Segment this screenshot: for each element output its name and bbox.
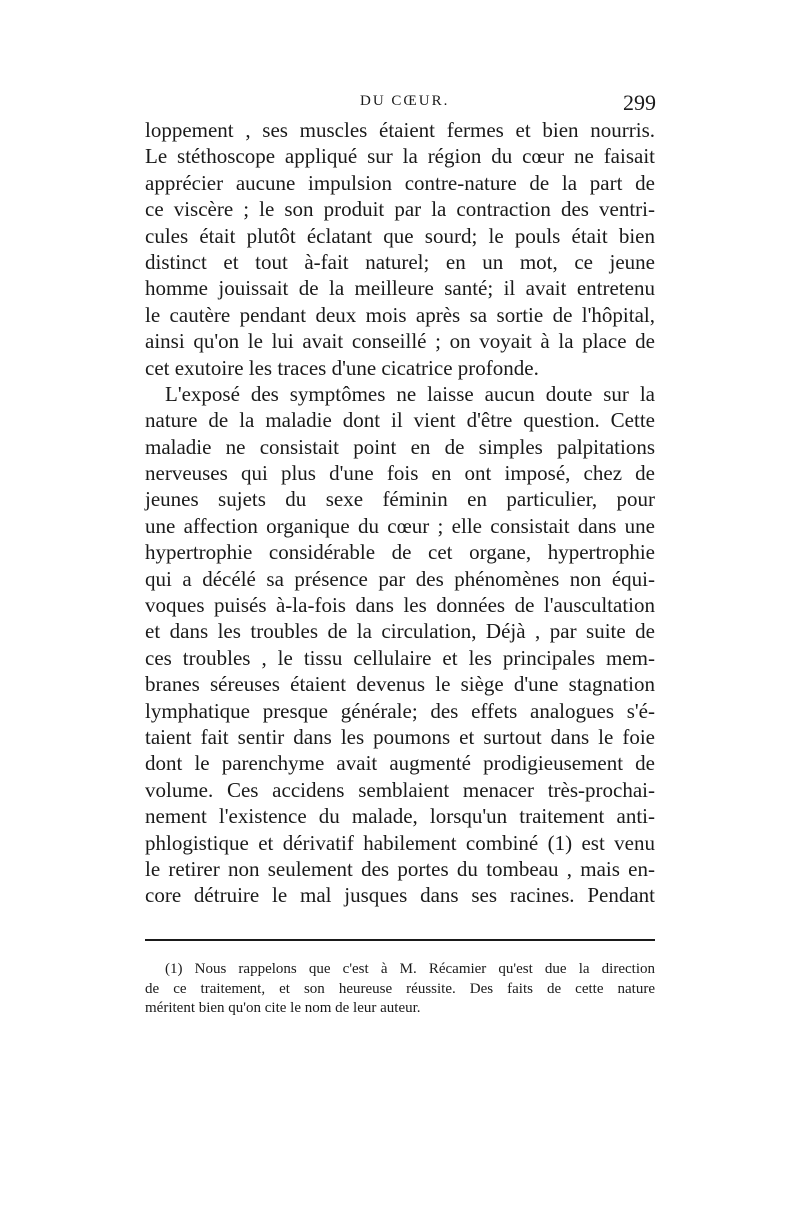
- main-text: [145, 117, 655, 909]
- text-line: voques puisés à-la-fois dans les données de l'auscultation: [145, 593, 655, 618]
- footnote-divider: [145, 939, 655, 941]
- text-line: nerveuses qui plus d'une fois en ont imposé, chez de: [145, 461, 655, 486]
- text-line: volume. Ces accidens semblaient menacer très-prochai-: [145, 777, 655, 802]
- text-line: taient fait sentir dans les poumons et surtout dans le foie: [145, 724, 655, 749]
- text-line: L'exposé des symptômes ne laisse aucun doute sur la: [165, 381, 655, 406]
- footnote: [145, 960, 655, 1019]
- text-line: hypertrophie considérable de cet organe, hypertrophie: [145, 540, 655, 565]
- text-line: phlogistique et dérivatif habilement combiné (1) est venu: [145, 830, 655, 855]
- text-line: distinct et tout à-fait naturel; en un mot, ce jeune: [145, 249, 655, 274]
- text-line: et dans les troubles de la circulation, Déjà , par suite de: [145, 619, 655, 644]
- text-line: Le stéthoscope appliqué sur la région du cœur ne faisait: [145, 144, 655, 169]
- text-line: une affection organique du cœur ; elle consistait dans une: [145, 513, 655, 538]
- text-line: jeunes sujets du sexe féminin en particulier, pour: [145, 487, 655, 512]
- text-line: branes séreuses étaient devenus le siège d'une stagnation: [145, 672, 655, 697]
- page-number: 299: [623, 90, 656, 115]
- text-line: apprécier aucune impulsion contre-nature de la part de: [145, 170, 655, 195]
- text-line: ce viscère ; le son produit par la contraction des ventri-: [145, 197, 655, 222]
- text-line: ainsi qu'on le lui avait conseillé ; on voyait à la place de: [145, 329, 655, 354]
- text-line: le cautère pendant deux mois après sa sortie de l'hôpital,: [145, 302, 655, 327]
- text-line: cet exutoire les traces d'une cicatrice profonde.: [145, 355, 539, 380]
- text-line: nement l'existence du malade, lorsqu'un traitement anti-: [145, 804, 655, 829]
- footnote-line: (1) Nous rappelons que c'est à M. Récamier qu'est due la direction: [165, 961, 655, 977]
- text-line: lymphatique presque générale; des effets analogues s'é-: [145, 698, 655, 723]
- text-line: ces troubles , le tissu cellulaire et les principales mem-: [145, 645, 655, 670]
- footnote-line: de ce traitement, et son heureuse réussite. Des faits de cette nature: [145, 980, 655, 997]
- running-title: DU CŒUR.: [360, 93, 450, 109]
- text-line: core détruire le mal jusques dans ses racines. Pendant: [145, 883, 655, 908]
- text-line: loppement , ses muscles étaient fermes et bien nourris.: [145, 118, 655, 142]
- text-line: cules était plutôt éclatant que sourd; le pouls était bien: [145, 223, 655, 248]
- text-line: le retirer non seulement des portes du tombeau , mais en-: [145, 856, 655, 881]
- text-line: homme jouissait de la meilleure santé; il avait entretenu: [145, 276, 655, 301]
- text-line: dont le parenchyme avait augmenté prodigieusement de: [145, 751, 655, 776]
- text-line: qui a décélé sa présence par des phénomènes non équi-: [145, 566, 655, 591]
- text-line: maladie ne consistait point en de simples palpitations: [145, 434, 655, 459]
- text-line: nature de la maladie dont il vient d'être question. Cette: [145, 408, 655, 433]
- footnote-line: méritent bien qu'on cite le nom de leur auteur.: [145, 1000, 421, 1016]
